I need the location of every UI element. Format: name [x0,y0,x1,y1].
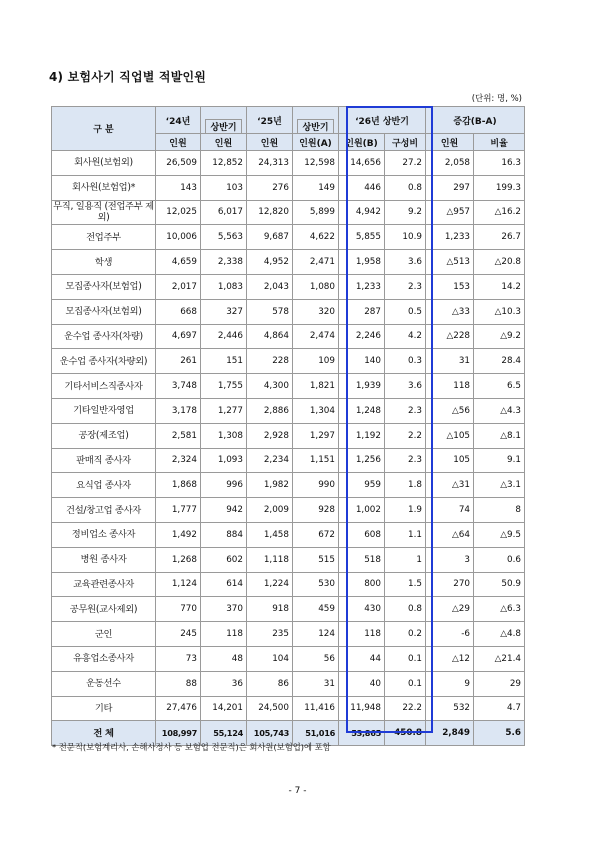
row-value-c5: 1,939 [339,374,385,399]
row-value-c3: 2,928 [247,423,293,448]
row-value-c5: 14,656 [339,151,385,176]
table-row [52,200,525,225]
table-row [52,473,525,498]
total-value-c5: 53,865 [339,721,385,746]
row-value-c3: 2,009 [247,498,293,523]
row-value-c8: △9.5 [474,522,525,547]
row-value-c3: 228 [247,349,293,374]
header-change: 증감(B-A) [426,107,525,134]
row-value-c3: 4,952 [247,250,293,275]
row-value-c5: 1,002 [339,498,385,523]
row-value-c5: 430 [339,597,385,622]
row-category: 공장(제조업) [52,423,156,448]
row-category: 학생 [52,250,156,275]
row-value-c6: 2.3 [385,448,426,473]
header-2025-half: 상반기 [297,119,333,133]
row-value-c1: 26,509 [156,151,201,176]
row-value-c5: 1,248 [339,398,385,423]
row-value-c8: 29 [474,671,525,696]
row-value-c7: △31 [426,473,474,498]
row-value-c1: 143 [156,175,201,200]
row-value-c5: 4,942 [339,200,385,225]
unit-note: (단위: 명, %) [471,94,522,104]
row-value-c2: 103 [201,175,247,200]
row-category: 요식업 종사자 [52,473,156,498]
table-row [52,225,525,250]
row-value-c1: 88 [156,671,201,696]
header-2026-half: ‘26년 상반기 [339,107,426,134]
row-value-c5: 40 [339,671,385,696]
row-value-c5: 446 [339,175,385,200]
header-sub-people: 인원 [201,134,247,151]
row-value-c8: 4.7 [474,696,525,721]
row-value-c2: 996 [201,473,247,498]
row-value-c7: △33 [426,299,474,324]
table-row [52,572,525,597]
row-value-c1: 261 [156,349,201,374]
row-value-c8: 50.9 [474,572,525,597]
header-sub-people: 인원 [426,134,474,151]
row-value-c3: 24,500 [247,696,293,721]
row-value-c2: 602 [201,547,247,572]
row-value-c4: 11,416 [293,696,339,721]
table-row [52,696,525,721]
row-value-c6: 1.5 [385,572,426,597]
row-value-c5: 118 [339,622,385,647]
row-value-c1: 668 [156,299,201,324]
row-value-c2: 2,446 [201,324,247,349]
row-value-c8: △21.4 [474,646,525,671]
row-value-c8: 26.7 [474,225,525,250]
row-value-c6: 22.2 [385,696,426,721]
row-value-c1: 27,476 [156,696,201,721]
row-value-c8: △9.2 [474,324,525,349]
table-row [52,622,525,647]
row-value-c3: 1,118 [247,547,293,572]
header-2025-half-cell [293,107,339,134]
row-value-c8: △4.8 [474,622,525,647]
table-row [52,448,525,473]
table-row [52,597,525,622]
row-value-c7: 532 [426,696,474,721]
row-value-c2: 1,083 [201,274,247,299]
header-2024-half-cell [201,107,247,134]
row-category: 유흥업소종사자 [52,646,156,671]
row-category: 건설/창고업 종사자 [52,498,156,523]
row-value-c1: 1,492 [156,522,201,547]
row-value-c5: 287 [339,299,385,324]
row-value-c4: 56 [293,646,339,671]
row-value-c2: 1,093 [201,448,247,473]
row-value-c4: 149 [293,175,339,200]
total-value-c3: 105,743 [247,721,293,746]
row-value-c7: 1,233 [426,225,474,250]
table-row [52,299,525,324]
row-value-c3: 578 [247,299,293,324]
row-value-c2: 151 [201,349,247,374]
row-value-c6: 9.2 [385,200,426,225]
table-row [52,646,525,671]
row-value-c7: △56 [426,398,474,423]
page-number: - 7 - [288,786,307,796]
row-category: 운수업 종사자(차량외) [52,349,156,374]
row-value-c7: 31 [426,349,474,374]
table-header [52,107,525,151]
header-sub-share: 구성비 [385,134,426,151]
header-sub-people-a: 인원(A) [293,134,339,151]
row-value-c4: 672 [293,522,339,547]
row-value-c7: 297 [426,175,474,200]
row-value-c5: 1,233 [339,274,385,299]
total-value-c6: 450.8 [385,721,426,746]
row-value-c5: 518 [339,547,385,572]
row-value-c6: 2.3 [385,274,426,299]
row-value-c6: 0.1 [385,646,426,671]
row-value-c1: 3,178 [156,398,201,423]
table-row [52,522,525,547]
row-category: 병원 종사자 [52,547,156,572]
row-value-c6: 2.3 [385,398,426,423]
row-value-c3: 918 [247,597,293,622]
total-value-c7: 2,849 [426,721,474,746]
row-value-c1: 73 [156,646,201,671]
header-sub-people: 인원 [156,134,201,151]
row-category: 모집종사자(보험외) [52,299,156,324]
total-value-c8: 5.6 [474,721,525,746]
table-row [52,151,525,176]
table-row [52,175,525,200]
row-value-c8: 199.3 [474,175,525,200]
row-value-c8: △16.2 [474,200,525,225]
row-category: 교육관련종사자 [52,572,156,597]
row-value-c2: 1,308 [201,423,247,448]
row-value-c7: -6 [426,622,474,647]
row-value-c4: 1,821 [293,374,339,399]
row-value-c4: 31 [293,671,339,696]
table-row [52,398,525,423]
row-value-c7: 270 [426,572,474,597]
row-value-c7: △957 [426,200,474,225]
row-value-c1: 1,868 [156,473,201,498]
table-row [52,324,525,349]
row-value-c8: △20.8 [474,250,525,275]
row-value-c4: 320 [293,299,339,324]
row-category: 전업주부 [52,225,156,250]
header-sub-ratio: 비율 [474,134,525,151]
row-value-c6: 0.3 [385,349,426,374]
row-value-c3: 2,886 [247,398,293,423]
table-row [52,423,525,448]
row-value-c4: 124 [293,622,339,647]
row-value-c6: 3.6 [385,250,426,275]
row-category: 기타 [52,696,156,721]
row-category: 기타서비스직종사자 [52,374,156,399]
row-value-c7: △64 [426,522,474,547]
row-value-c1: 4,659 [156,250,201,275]
row-value-c4: 4,622 [293,225,339,250]
row-value-c6: 1.9 [385,498,426,523]
row-value-c5: 800 [339,572,385,597]
row-category: 정비업소 종사자 [52,522,156,547]
row-value-c2: 118 [201,622,247,647]
row-value-c8: △10.3 [474,299,525,324]
row-value-c6: 0.5 [385,299,426,324]
row-value-c8: △8.1 [474,423,525,448]
table-row [52,349,525,374]
row-value-c4: 1,151 [293,448,339,473]
row-value-c3: 1,224 [247,572,293,597]
row-value-c8: 0.6 [474,547,525,572]
row-value-c6: 2.2 [385,423,426,448]
row-value-c6: 1.8 [385,473,426,498]
row-value-c3: 235 [247,622,293,647]
row-value-c6: 0.2 [385,622,426,647]
total-label: 전 체 [52,721,156,746]
header-2025: ‘25년 [247,107,293,134]
row-value-c2: 2,338 [201,250,247,275]
row-value-c7: 3 [426,547,474,572]
table-row [52,250,525,275]
row-value-c2: 327 [201,299,247,324]
row-value-c6: 0.8 [385,175,426,200]
row-value-c2: 36 [201,671,247,696]
row-value-c1: 1,268 [156,547,201,572]
row-category: 회사원(보험외) [52,151,156,176]
row-value-c7: △513 [426,250,474,275]
row-value-c8: 9.1 [474,448,525,473]
footnote: * 전문직(보험계리사, 손해사정사 등 보험업 전문직)은 회사원(보험업)에 포함 [52,742,331,752]
row-value-c8: 28.4 [474,349,525,374]
row-value-c5: 5,855 [339,225,385,250]
row-value-c7: △105 [426,423,474,448]
header-sub-people-b: 인원(B) [339,134,385,151]
row-value-c3: 24,313 [247,151,293,176]
row-category: 운동선수 [52,671,156,696]
row-value-c6: 1.1 [385,522,426,547]
row-value-c4: 1,080 [293,274,339,299]
row-value-c8: 8 [474,498,525,523]
row-value-c8: △4.3 [474,398,525,423]
table-row [52,547,525,572]
row-value-c5: 140 [339,349,385,374]
table-row [52,498,525,523]
row-value-c4: 1,304 [293,398,339,423]
row-value-c5: 1,958 [339,250,385,275]
header-2024-half: 상반기 [205,119,241,133]
header-sub-people: 인원 [247,134,293,151]
section-title: 4) 보험사기 직업별 적발인원 [49,70,207,84]
row-value-c7: 2,058 [426,151,474,176]
row-value-c1: 10,006 [156,225,201,250]
row-value-c8: △3.1 [474,473,525,498]
row-value-c2: 370 [201,597,247,622]
row-value-c4: 530 [293,572,339,597]
row-category: 무직, 일용직 (전업주부 제외) [53,201,154,224]
row-value-c4: 1,297 [293,423,339,448]
row-value-c3: 104 [247,646,293,671]
row-value-c2: 12,852 [201,151,247,176]
row-value-c4: 109 [293,349,339,374]
row-value-c3: 86 [247,671,293,696]
row-value-c7: 153 [426,274,474,299]
header-category: 구 분 [52,107,156,151]
fraud-by-occupation-table [51,106,525,746]
row-value-c6: 27.2 [385,151,426,176]
row-value-c7: 9 [426,671,474,696]
row-value-c3: 276 [247,175,293,200]
row-category: 운수업 종사자(차량) [52,324,156,349]
row-value-c8: △6.3 [474,597,525,622]
row-category: 공무원(교사제외) [52,597,156,622]
row-value-c3: 9,687 [247,225,293,250]
row-value-c6: 1 [385,547,426,572]
header-2024: ‘24년 [156,107,201,134]
row-value-c3: 1,458 [247,522,293,547]
row-value-c6: 10.9 [385,225,426,250]
row-value-c1: 1,777 [156,498,201,523]
row-value-c3: 2,234 [247,448,293,473]
row-value-c1: 12,025 [156,200,201,225]
row-value-c3: 1,982 [247,473,293,498]
row-value-c5: 959 [339,473,385,498]
table-body [52,151,525,746]
row-value-c2: 48 [201,646,247,671]
row-value-c4: 990 [293,473,339,498]
row-value-c1: 3,748 [156,374,201,399]
row-value-c1: 1,124 [156,572,201,597]
row-value-c3: 12,820 [247,200,293,225]
row-value-c4: 459 [293,597,339,622]
row-value-c1: 245 [156,622,201,647]
row-value-c6: 0.1 [385,671,426,696]
row-value-c4: 2,474 [293,324,339,349]
row-value-c1: 770 [156,597,201,622]
row-value-c2: 14,201 [201,696,247,721]
row-value-c8: 14.2 [474,274,525,299]
row-value-c4: 515 [293,547,339,572]
row-value-c4: 5,899 [293,200,339,225]
table-row [52,374,525,399]
row-value-c2: 942 [201,498,247,523]
row-value-c1: 2,017 [156,274,201,299]
row-value-c8: 16.3 [474,151,525,176]
row-value-c2: 1,755 [201,374,247,399]
total-value-c2: 55,124 [201,721,247,746]
row-value-c6: 4.2 [385,324,426,349]
row-value-c2: 1,277 [201,398,247,423]
row-value-c5: 11,948 [339,696,385,721]
row-category: 판매직 종사자 [52,448,156,473]
row-value-c7: 105 [426,448,474,473]
row-value-c3: 2,043 [247,274,293,299]
row-value-c6: 3.6 [385,374,426,399]
row-value-c5: 1,256 [339,448,385,473]
row-value-c6: 0.8 [385,597,426,622]
row-value-c7: △12 [426,646,474,671]
row-value-c2: 5,563 [201,225,247,250]
row-value-c5: 608 [339,522,385,547]
row-category: 군인 [52,622,156,647]
row-value-c7: 118 [426,374,474,399]
row-value-c4: 12,598 [293,151,339,176]
table-row [52,274,525,299]
row-category: 회사원(보험업)* [52,175,156,200]
row-value-c4: 928 [293,498,339,523]
row-value-c7: △29 [426,597,474,622]
row-value-c8: 6.5 [474,374,525,399]
row-value-c1: 2,324 [156,448,201,473]
row-category: 기타일반자영업 [52,398,156,423]
row-value-c3: 4,864 [247,324,293,349]
row-value-c7: 74 [426,498,474,523]
row-value-c1: 4,697 [156,324,201,349]
row-value-c1: 2,581 [156,423,201,448]
row-category: 모집종사자(보험업) [52,274,156,299]
row-value-c5: 1,192 [339,423,385,448]
total-value-c4: 51,016 [293,721,339,746]
row-value-c4: 2,471 [293,250,339,275]
row-value-c3: 4,300 [247,374,293,399]
row-value-c5: 2,246 [339,324,385,349]
row-value-c7: △228 [426,324,474,349]
row-value-c2: 614 [201,572,247,597]
table-row [52,671,525,696]
row-value-c5: 44 [339,646,385,671]
row-value-c2: 884 [201,522,247,547]
total-value-c1: 108,997 [156,721,201,746]
row-value-c2: 6,017 [201,200,247,225]
